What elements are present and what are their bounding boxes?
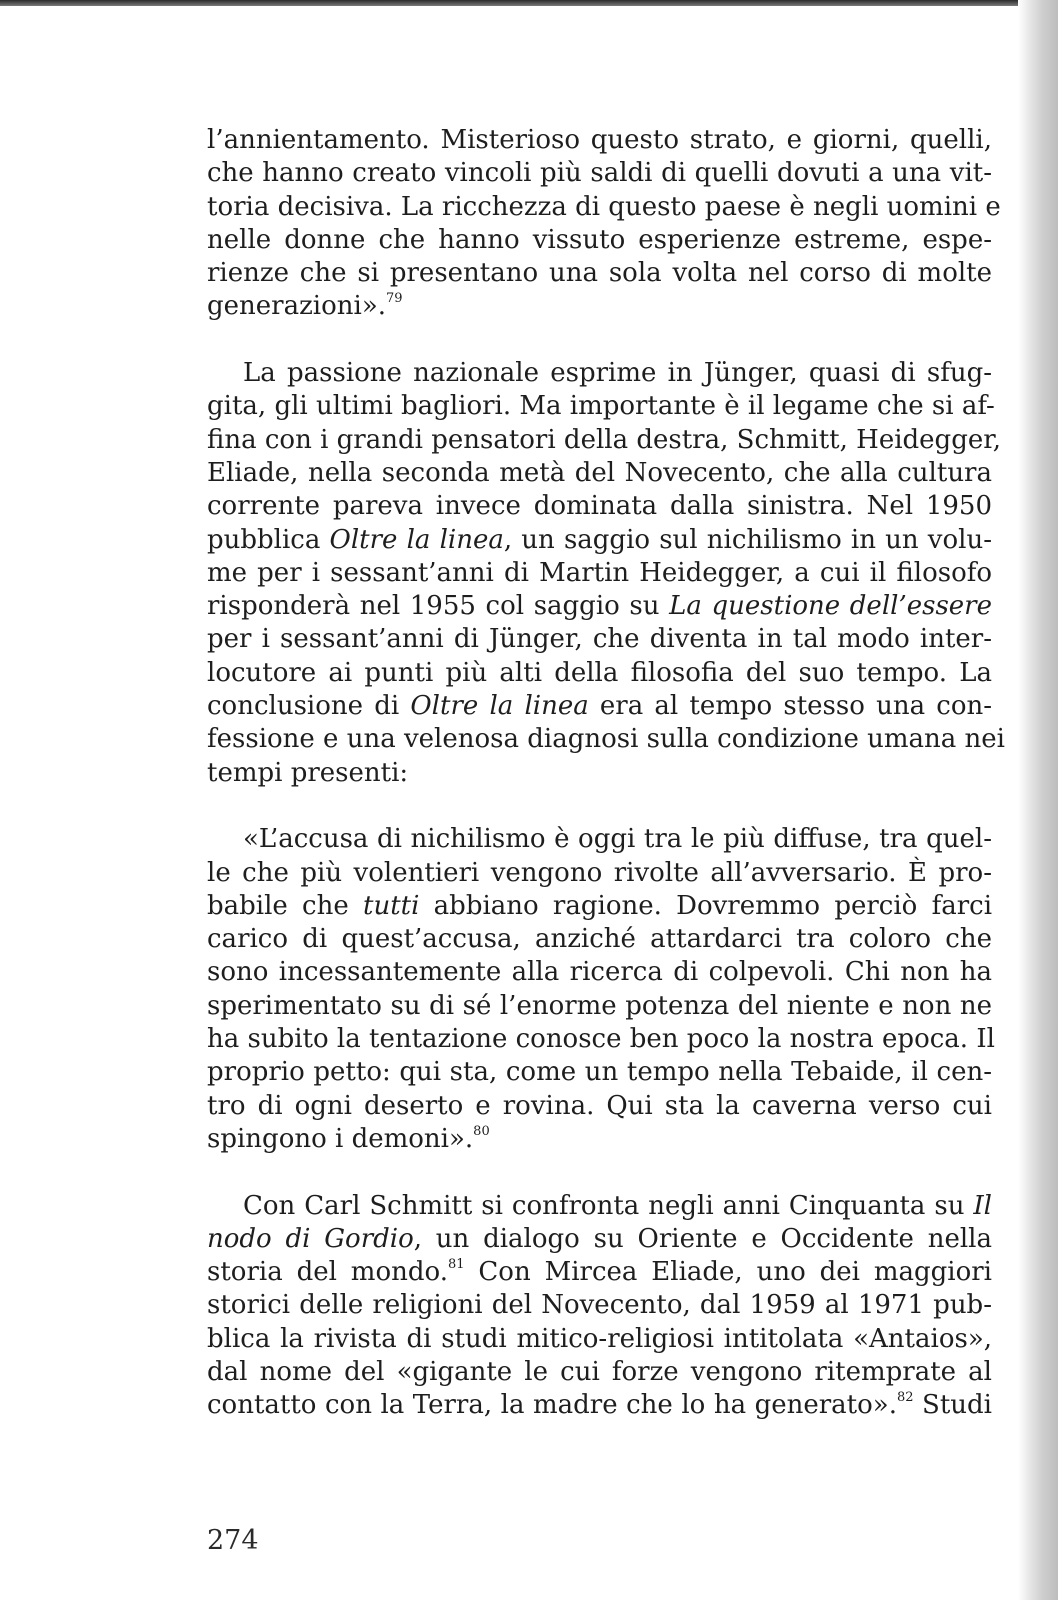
footnote-ref: 82	[896, 1390, 914, 1406]
paragraph-gap	[207, 790, 992, 823]
text-line	[207, 723, 1006, 756]
text-run: sono incessantemente alla ricerca di colpevoli. Chi non ha	[207, 957, 992, 988]
text-run: le che più volentieri vengono rivolte all’avversario. È pro-	[207, 857, 992, 888]
text-line	[207, 1389, 992, 1422]
text-run: Eliade, nella seconda metà del Novecento, che alla cultura	[207, 457, 992, 488]
text-line	[207, 424, 1002, 457]
text-run: era al tempo stesso una con-	[588, 691, 993, 722]
text-run: proprio petto: qui sta, come un tempo nella Tebaide, il cen-	[207, 1057, 992, 1088]
text-line	[207, 890, 992, 923]
text-line	[207, 124, 992, 157]
italic-title: Oltre la linea	[329, 524, 504, 555]
italic-title: tutti	[363, 890, 420, 921]
text-line	[207, 490, 992, 523]
text-line	[207, 224, 992, 257]
italic-title: nodo di Gordio	[207, 1223, 414, 1254]
text-run: carico di quest’accusa, anziché attardarci tra coloro che	[207, 924, 992, 955]
text-run: storia del mondo.	[207, 1257, 448, 1288]
text-run: blica la rivista di studi mitico-religiosi intitolata «Antaios»,	[207, 1323, 992, 1354]
text-line	[207, 157, 992, 190]
text-run: nelle donne che hanno vissuto esperienze estreme, espe-	[207, 224, 992, 255]
text-run: risponderà nel 1955 col saggio su	[207, 591, 670, 622]
page-top-edge	[0, 0, 1058, 6]
text-run: me per i sessant’anni di Martin Heidegger, a cui il filosofo	[207, 557, 992, 588]
text-run: sperimentato su di sé l’enorme potenza del niente e non ne	[207, 990, 992, 1021]
italic-title: Il	[973, 1190, 992, 1221]
text-line	[207, 990, 992, 1023]
text-run: babile che	[207, 890, 364, 921]
text-line	[207, 923, 992, 956]
text-run: fina con i grandi pensatori della destra, Schmitt, Heidegger,	[207, 424, 1002, 455]
text-run: spingono i demoni».	[207, 1123, 474, 1154]
text-run: gita, gli ultimi bagliori. Ma importante è il legame che si af-	[207, 391, 995, 422]
text-line	[207, 290, 992, 323]
text-line	[207, 1223, 992, 1256]
text-run: generazioni».	[207, 291, 386, 322]
text-line	[207, 657, 992, 690]
text-run: contatto con la Terra, la madre che lo ha generato».	[207, 1390, 897, 1421]
text-run: , un saggio sul nichilismo in un volu-	[503, 524, 992, 555]
text-run: ha subito la tentazione conosce ben poco la nostra epoca. Il	[207, 1024, 995, 1055]
text-line	[207, 857, 992, 890]
text-run: , un dialogo su Oriente e Occidente nella	[413, 1223, 992, 1254]
text-run: corrente pareva invece dominata dalla sinistra. Nel 1950	[207, 491, 992, 522]
text-line	[207, 1256, 992, 1289]
text-line	[207, 557, 992, 590]
italic-title: La questione dell’essere	[669, 591, 992, 622]
text-run: abbiano ragione. Dovremmo perciò farci	[419, 890, 993, 921]
text-run: fessione e una velenosa diagnosi sulla condizione umana nei	[207, 724, 1006, 755]
text-run: toria decisiva. La ricchezza di questo paese è negli uomini e	[207, 191, 1001, 222]
text-line	[207, 257, 992, 290]
text-run: rienze che si presentano una sola volta nel corso di molte	[207, 258, 992, 289]
text-run: l’annientamento. Misterioso questo strato, e giorni, quelli,	[207, 125, 992, 155]
text-run: Con Carl Schmitt si confronta negli anni Cinquanta su	[243, 1190, 974, 1221]
text-line	[207, 1190, 992, 1223]
text-run: Con Mircea Eliade, uno dei maggiori	[464, 1257, 992, 1288]
footnote-ref: 81	[447, 1257, 465, 1273]
text-line	[207, 390, 995, 423]
text-run: Studi	[913, 1390, 993, 1421]
text-line	[207, 823, 992, 856]
text-run: storici delle religioni del Novecento, dal 1959 al 1971 pub-	[207, 1290, 992, 1321]
text-line	[207, 1056, 992, 1089]
text-run: «L’accusa di nichilismo è oggi tra le più diffuse, tra quel-	[243, 824, 992, 855]
text-run: La passione nazionale esprime in Jünger, quasi di sfug-	[243, 358, 992, 389]
italic-title: Oltre la linea	[410, 691, 589, 722]
text-line	[207, 690, 992, 723]
text-run: che hanno creato vincoli più saldi di quelli dovuti a una vit-	[207, 158, 992, 189]
text-line	[207, 1123, 992, 1156]
text-line	[207, 457, 992, 490]
text-line	[207, 1289, 992, 1322]
page-number: 274	[207, 1525, 259, 1556]
text-run: per i sessant’anni di Jünger, che diventa in tal modo inter-	[207, 624, 992, 655]
text-line	[207, 1323, 992, 1356]
text-line	[207, 1023, 995, 1056]
paragraph-gap	[207, 1156, 992, 1189]
text-run: conclusione di	[207, 691, 411, 722]
page-binding-shadow	[1018, 0, 1058, 1600]
footnote-ref: 80	[473, 1123, 490, 1139]
text-line	[207, 191, 1001, 224]
body-text	[207, 124, 1006, 1423]
text-run: pubblica	[207, 524, 330, 555]
text-line	[207, 357, 992, 390]
text-line	[207, 1090, 992, 1123]
text-line	[207, 956, 992, 989]
text-run: dal nome del «gigante le cui forze vengono ritemprate al	[207, 1356, 992, 1387]
text-line	[207, 590, 992, 623]
text-line	[207, 524, 992, 557]
paragraph-gap	[207, 324, 992, 357]
footnote-ref: 79	[386, 291, 403, 307]
text-line	[207, 1356, 992, 1389]
text-line	[207, 757, 992, 790]
text-run: tro di ogni deserto e rovina. Qui sta la caverna verso cui	[207, 1090, 992, 1121]
text-line	[207, 623, 992, 656]
text-run: tempi presenti:	[207, 757, 409, 788]
text-run: locutore ai punti più alti della filosofia del suo tempo. La	[207, 657, 992, 688]
